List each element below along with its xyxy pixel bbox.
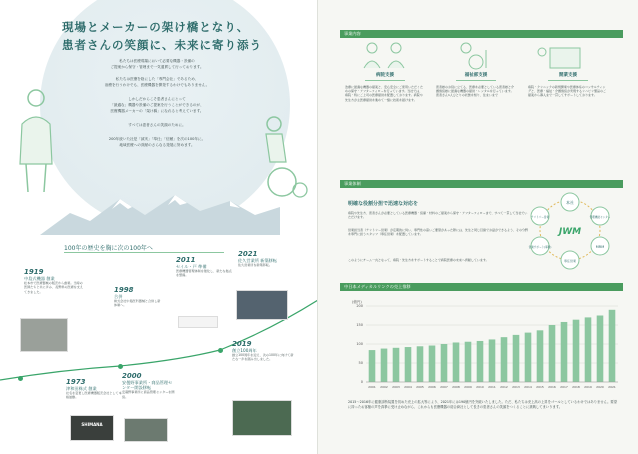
timeline-event: 中島式機器 創業 [24,276,55,281]
sales-summary: 2015〜2016年に健康診断装置を初めた売上の拡大等により、2021年には190億円を突破いたしました。ただ、私たちは売上高の上昇をゴールとしているわけではありません。要望に持ったお客様の声を真摯に受け止めながら、これからも医療機器の総合商社として長きの患者さんの笑顔をつくることに挑戦してまいります。 [348,400,617,409]
page-title [62,18,262,54]
timeline-year: 2019 [232,340,252,348]
bar [549,325,556,382]
y-tick-label: 50 [358,361,363,366]
section-sales-label: 中日本メディカルリンクの売上推移 [344,284,411,289]
title-line-1: 現場とメーカーの架け橋となり、 [62,20,250,34]
y-tick-label: 100 [356,342,363,347]
intro-line: 治療を行うわけでも、医療機器を開発するわけでもありません。 [104,83,210,87]
service-hospital [345,72,425,102]
bar [417,346,424,382]
bar [441,344,448,382]
service-text: 患者様のお役に立てる、医療を必要としている患者様と介護施設様に最適な機器の提供・レンタルを行っています。患者さん1人ひとりの状態を知り、住まいまで [436,85,515,98]
bar [597,316,604,383]
timeline-item-2019 [232,340,296,362]
service-divider [548,80,588,81]
timeline-detail: 佐久営業所を新築移転。 [238,263,273,268]
timeline-detail: 創立100周年を迎え、次の100年に向けて新たな一歩を踏み出しました。 [232,353,294,362]
y-tick-label: 150 [356,323,363,328]
intro-line: 医療機器メーカーの「架け橋」になれると考えています。 [110,109,204,113]
timeline-item-2011 [176,256,232,278]
x-tick-label: 2008 [452,385,460,389]
timeline-year: 2000 [122,372,142,380]
org-node: 営業サポート(事務) [528,246,552,249]
sign-text: SHIMANA [81,422,103,427]
bar [561,322,568,382]
timeline-dot [218,348,223,353]
bar [501,337,508,382]
mountain-illustration [40,185,280,235]
org-node: MRM [595,245,605,249]
section-business [340,30,623,38]
x-tick-label: 2014 [524,385,532,389]
system-text-2: 営業担当者（テリトリー営業）が定期的に伺い、専門性の高いご要望があった際には、先生と同じ目線でお話ができるよう、その分野を専門に担うスタッフ（専任営業）を配置しています。 [348,228,528,237]
certificate-logo [178,316,218,328]
x-tick-label: 2002 [380,385,388,389]
section-system [340,180,623,188]
bar [513,335,520,382]
x-tick-label: 2018 [572,385,580,389]
timeline-event: 合併 [114,294,123,299]
timeline-year: 1998 [114,286,134,294]
timeline-item-1919 [24,268,84,294]
y-tick-label: 0 [360,380,363,385]
left-page [0,0,318,454]
timeline-year: 2011 [176,256,196,264]
company-logo: JWM [558,227,582,237]
org-diagram [520,190,620,270]
service-name: 開業支援 [559,73,577,78]
intro-line: 地域医療への貢献のさらなる発展に努めます。 [119,143,195,147]
section-business-label: 事業内容 [344,31,361,36]
org-node: 管理機能センター [589,216,611,219]
x-tick-label: 2021 [608,385,616,389]
timeline-event: 創立100周年 [232,348,257,353]
intro-line: 私たちは医療現場において必要な機器・設備の [119,59,195,63]
timeline-item-2021 [238,250,298,267]
timeline-event: 安曇野事業所・商品管理センター開設移転 [122,380,173,391]
hospital-support-illustration [352,40,422,70]
bar [573,320,580,382]
service-text: 病院・クリニックの新規開業や医療体系のコンサルティングと、医療・福祉・介護施設が実現するリハビリ製品のご提案から導入まで一貫してサポートしております。 [528,85,606,98]
system-text-1: 病院や先生方、患者さんが必要としている医療機器・設備・材料のご提案から保守・アフターフォローまで、すべて一貫して当社でいただけます。 [348,211,528,220]
service-text: 治療に最適な機器の提案と、安心安全にご使用いただくための保守・アフターフォローを行っています。当社では、病院・特にご上司の医療提供を配置しております。病院や先生方が主医療提供を進めて一緒に技術を届けます。 [345,85,424,102]
x-tick-label: 2010 [476,385,484,389]
timeline-detail: 松本市で医療器械の販売から創業。当時の医師たちと共に歩み、長野県の医療を支えてきました。 [24,281,83,294]
org-node: テリトリー営業 [530,216,550,219]
timeline-year: 2021 [238,250,258,258]
timeline-dot [18,376,23,381]
timeline-year: 1973 [66,378,86,386]
timeline-detail: 安曇野事業所に商品管理センターを開設。 [122,390,175,399]
bar [393,348,400,382]
system-heading: 明確な役割分担で迅速な対応を [348,201,419,207]
company-sign-photo [70,415,114,441]
office-photo [236,290,288,320]
service-name: 病院支援 [376,73,394,78]
org-node: 専任営業 [563,259,577,263]
bar [585,317,592,382]
bar [465,342,472,382]
x-tick-label: 2015 [536,385,544,389]
intro-line: しかしだからこそ患者さんにとって [128,97,186,101]
history-heading: 100年の歴史を胸に次の100年へ [64,245,153,252]
x-tick-label: 2011 [488,385,496,389]
x-tick-label: 2012 [500,385,508,389]
title-line-2: 患者さんの笑顔に、未来に寄り添う [62,38,262,52]
timeline-event: 津和田株式 創業 [66,386,97,391]
service-opening [528,72,608,98]
service-welfare [436,72,516,98]
timeline-detail: 株式会社中島医科器械と合併し新体制へ。 [114,299,161,308]
timeline-detail: 社名を変更し医療機器販売会社として本格始動。 [66,391,122,400]
service-name: 福祉部支援 [464,73,488,78]
org-node: 本社 [566,200,574,205]
x-tick-label: 2001 [368,385,376,389]
intro-line: 200年続いた社是「誠実」「奉仕」「信頼」を次の100年に。 [108,137,206,141]
service-divider [365,80,405,81]
section-sales [340,283,623,291]
intro-line: ご提案から保守・管理まで一気通貫して行っております。 [110,65,204,69]
opening-support-illustration [530,40,600,70]
x-tick-label: 2004 [404,385,412,389]
timeline-event: セイル・戸 準備 [176,264,207,269]
x-tick-label: 2003 [392,385,400,389]
x-tick-label: 2005 [416,385,424,389]
section-system-label: 事業体制 [344,181,361,186]
intro-line: 「最適な」機器や設備のご提案を行うことができるのが、 [110,103,204,107]
bar [453,342,460,382]
x-tick-label: 2017 [560,385,568,389]
x-tick-label: 2019 [584,385,592,389]
x-tick-label: 2006 [428,385,436,389]
bar [369,350,376,382]
bar [381,349,388,382]
y-tick-label: 200 [356,304,363,309]
x-tick-label: 2013 [512,385,520,389]
timeline-item-1973 [66,378,122,400]
timeline-event: 佐久営業所 新築移転 [238,258,278,263]
historic-photo [20,318,68,352]
sales-chart [344,296,624,396]
timeline-detail: 医療機器管理体制を強化し、新たな拠点を整備。 [176,269,232,278]
welfare-support-illustration [440,40,510,70]
intro-line: すべては患者さんの笑顔のために。 [128,123,186,127]
bar [405,347,412,382]
system-text-3: このようにチーム一丸となって、病院・先生方をサポートすることで病院医療の未来へ貢献しています。 [348,258,489,262]
x-tick-label: 2009 [464,385,472,389]
timeline-item-2000 [122,372,176,399]
service-divider [456,80,496,81]
bar [537,330,544,382]
intro-line: 私たちは医療を陰にした「専門会社」であるため、 [115,77,199,81]
bar [525,333,532,382]
doctor-illustration [14,84,58,194]
group-photo [232,400,292,436]
x-tick-label: 2020 [596,385,604,389]
y-axis-label: (億円) [352,300,362,304]
bar [429,346,436,382]
bar [477,341,484,382]
wheelchair-illustration [252,112,312,202]
x-tick-label: 2007 [440,385,448,389]
x-tick-label: 2016 [548,385,556,389]
bar [489,339,496,382]
timeline-dot [118,364,123,369]
timeline-year: 1919 [24,268,44,276]
bar [609,310,616,382]
timeline-item-1998 [114,286,162,308]
facility-photo [124,418,168,442]
